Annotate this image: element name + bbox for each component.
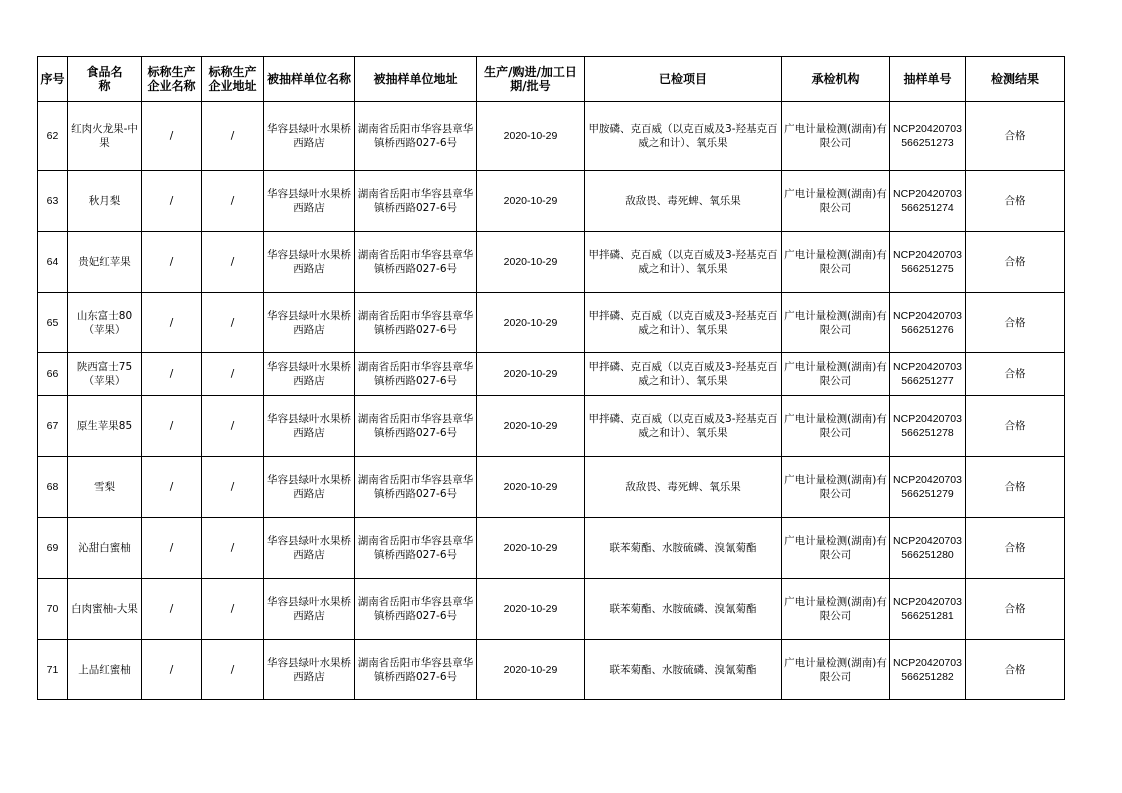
cell-maker-address: / xyxy=(202,353,264,396)
cell-tested-items: 甲拌磷、克百威（以克百威及3-羟基克百威之和计）、氧乐果 xyxy=(585,293,782,353)
cell-food-name: 陕西富士75（苹果） xyxy=(68,353,142,396)
table-row xyxy=(38,396,1065,457)
cell-maker-address: / xyxy=(202,102,264,171)
cell-testing-lab: 广电计量检测(湖南)有限公司 xyxy=(782,293,890,353)
cell-sample-number: NCP20420703566251278 xyxy=(890,396,966,457)
cell-tested-items: 敌敌畏、毒死蜱、氧乐果 xyxy=(585,171,782,232)
cell-maker-address: / xyxy=(202,579,264,640)
cell-food-name: 原生苹果85 xyxy=(68,396,142,457)
cell-date-batch: 2020-10-29 xyxy=(477,293,585,353)
cell-seq: 71 xyxy=(38,640,68,700)
cell-food-name: 上品红蜜柚 xyxy=(68,640,142,700)
cell-sample-number: NCP20420703566251275 xyxy=(890,232,966,293)
cell-sample-number: NCP20420703566251273 xyxy=(890,102,966,171)
cell-maker-name: / xyxy=(142,293,202,353)
cell-date-batch: 2020-10-29 xyxy=(477,396,585,457)
cell-testing-lab: 广电计量检测(湖南)有限公司 xyxy=(782,102,890,171)
cell-maker-address: / xyxy=(202,640,264,700)
cell-test-result: 合格 xyxy=(966,640,1065,700)
cell-testing-lab: 广电计量检测(湖南)有限公司 xyxy=(782,232,890,293)
cell-testing-lab: 广电计量检测(湖南)有限公司 xyxy=(782,457,890,518)
cell-sampled-unit-name: 华容县绿叶水果桥西路店 xyxy=(264,353,355,396)
cell-maker-name: / xyxy=(142,396,202,457)
cell-test-result: 合格 xyxy=(966,293,1065,353)
cell-maker-address: / xyxy=(202,293,264,353)
cell-sampled-unit-address: 湖南省岳阳市华容县章华镇桥西路027-6号 xyxy=(355,579,477,640)
cell-sampled-unit-name: 华容县绿叶水果桥西路店 xyxy=(264,293,355,353)
cell-date-batch: 2020-10-29 xyxy=(477,579,585,640)
table-row xyxy=(38,293,1065,353)
cell-testing-lab: 广电计量检测(湖南)有限公司 xyxy=(782,396,890,457)
cell-maker-name: / xyxy=(142,171,202,232)
cell-sampled-unit-address: 湖南省岳阳市华容县章华镇桥西路027-6号 xyxy=(355,353,477,396)
table-row xyxy=(38,518,1065,579)
cell-seq: 63 xyxy=(38,171,68,232)
cell-tested-items: 联苯菊酯、水胺硫磷、溴氰菊酯 xyxy=(585,640,782,700)
header-sampled-unit-address: 被抽样单位地址 xyxy=(355,57,477,102)
cell-date-batch: 2020-10-29 xyxy=(477,457,585,518)
cell-test-result: 合格 xyxy=(966,396,1065,457)
cell-date-batch: 2020-10-29 xyxy=(477,640,585,700)
table-row xyxy=(38,232,1065,293)
cell-maker-address: / xyxy=(202,518,264,579)
cell-date-batch: 2020-10-29 xyxy=(477,171,585,232)
header-maker-name: 标称生产企业名称 xyxy=(142,57,202,102)
header-food-name: 食品名称 xyxy=(68,57,142,102)
cell-food-name: 白肉蜜柚-大果 xyxy=(68,579,142,640)
cell-maker-name: / xyxy=(142,579,202,640)
cell-tested-items: 敌敌畏、毒死蜱、氧乐果 xyxy=(585,457,782,518)
cell-maker-address: / xyxy=(202,232,264,293)
cell-date-batch: 2020-10-29 xyxy=(477,102,585,171)
cell-seq: 69 xyxy=(38,518,68,579)
cell-food-name: 秋月梨 xyxy=(68,171,142,232)
cell-seq: 64 xyxy=(38,232,68,293)
header-seq: 序号 xyxy=(38,57,68,102)
cell-sampled-unit-address: 湖南省岳阳市华容县章华镇桥西路027-6号 xyxy=(355,102,477,171)
cell-tested-items: 甲拌磷、克百威（以克百威及3-羟基克百威之和计）、氧乐果 xyxy=(585,396,782,457)
header-sample-number: 抽样单号 xyxy=(890,57,966,102)
cell-sampled-unit-name: 华容县绿叶水果桥西路店 xyxy=(264,457,355,518)
cell-maker-name: / xyxy=(142,232,202,293)
cell-sampled-unit-address: 湖南省岳阳市华容县章华镇桥西路027-6号 xyxy=(355,171,477,232)
cell-food-name: 沁甜白蜜柚 xyxy=(68,518,142,579)
cell-sampled-unit-name: 华容县绿叶水果桥西路店 xyxy=(264,396,355,457)
header-date-batch: 生产/购进/加工日期/批号 xyxy=(477,57,585,102)
cell-sampled-unit-address: 湖南省岳阳市华容县章华镇桥西路027-6号 xyxy=(355,293,477,353)
cell-testing-lab: 广电计量检测(湖南)有限公司 xyxy=(782,579,890,640)
header-row xyxy=(38,57,1065,102)
inspection-results-table xyxy=(37,56,1065,700)
cell-sampled-unit-address: 湖南省岳阳市华容县章华镇桥西路027-6号 xyxy=(355,457,477,518)
cell-maker-name: / xyxy=(142,518,202,579)
cell-maker-name: / xyxy=(142,640,202,700)
cell-sampled-unit-name: 华容县绿叶水果桥西路店 xyxy=(264,640,355,700)
cell-testing-lab: 广电计量检测(湖南)有限公司 xyxy=(782,353,890,396)
header-tested-items: 已检项目 xyxy=(585,57,782,102)
cell-date-batch: 2020-10-29 xyxy=(477,353,585,396)
cell-date-batch: 2020-10-29 xyxy=(477,518,585,579)
cell-test-result: 合格 xyxy=(966,102,1065,171)
cell-sample-number: NCP20420703566251281 xyxy=(890,579,966,640)
cell-tested-items: 联苯菊酯、水胺硫磷、溴氰菊酯 xyxy=(585,579,782,640)
cell-seq: 65 xyxy=(38,293,68,353)
cell-test-result: 合格 xyxy=(966,353,1065,396)
cell-sampled-unit-address: 湖南省岳阳市华容县章华镇桥西路027-6号 xyxy=(355,640,477,700)
cell-sample-number: NCP20420703566251279 xyxy=(890,457,966,518)
cell-sample-number: NCP20420703566251280 xyxy=(890,518,966,579)
cell-sampled-unit-address: 湖南省岳阳市华容县章华镇桥西路027-6号 xyxy=(355,232,477,293)
cell-food-name: 雪梨 xyxy=(68,457,142,518)
cell-maker-name: / xyxy=(142,102,202,171)
cell-food-name: 贵妃红苹果 xyxy=(68,232,142,293)
header-test-result: 检测结果 xyxy=(966,57,1065,102)
cell-sampled-unit-name: 华容县绿叶水果桥西路店 xyxy=(264,171,355,232)
cell-sampled-unit-name: 华容县绿叶水果桥西路店 xyxy=(264,579,355,640)
cell-seq: 68 xyxy=(38,457,68,518)
cell-maker-name: / xyxy=(142,353,202,396)
cell-tested-items: 甲胺磷、克百威（以克百威及3-羟基克百威之和计）、氧乐果 xyxy=(585,102,782,171)
cell-sample-number: NCP20420703566251277 xyxy=(890,353,966,396)
cell-seq: 66 xyxy=(38,353,68,396)
header-sampled-unit-name: 被抽样单位名称 xyxy=(264,57,355,102)
table-row xyxy=(38,640,1065,700)
cell-seq: 62 xyxy=(38,102,68,171)
table-row xyxy=(38,102,1065,171)
cell-maker-address: / xyxy=(202,171,264,232)
cell-test-result: 合格 xyxy=(966,579,1065,640)
cell-test-result: 合格 xyxy=(966,457,1065,518)
cell-testing-lab: 广电计量检测(湖南)有限公司 xyxy=(782,518,890,579)
table-row xyxy=(38,171,1065,232)
cell-maker-address: / xyxy=(202,457,264,518)
cell-seq: 70 xyxy=(38,579,68,640)
cell-sample-number: NCP20420703566251276 xyxy=(890,293,966,353)
cell-tested-items: 甲拌磷、克百威（以克百威及3-羟基克百威之和计）、氧乐果 xyxy=(585,232,782,293)
table-row xyxy=(38,579,1065,640)
cell-test-result: 合格 xyxy=(966,518,1065,579)
cell-sampled-unit-address: 湖南省岳阳市华容县章华镇桥西路027-6号 xyxy=(355,518,477,579)
cell-food-name: 红肉火龙果-中果 xyxy=(68,102,142,171)
cell-test-result: 合格 xyxy=(966,232,1065,293)
cell-seq: 67 xyxy=(38,396,68,457)
cell-tested-items: 联苯菊酯、水胺硫磷、溴氰菊酯 xyxy=(585,518,782,579)
cell-tested-items: 甲拌磷、克百威（以克百威及3-羟基克百威之和计）、氧乐果 xyxy=(585,353,782,396)
cell-sampled-unit-name: 华容县绿叶水果桥西路店 xyxy=(264,102,355,171)
cell-test-result: 合格 xyxy=(966,171,1065,232)
cell-sample-number: NCP20420703566251274 xyxy=(890,171,966,232)
table-row xyxy=(38,353,1065,396)
header-testing-lab: 承检机构 xyxy=(782,57,890,102)
cell-maker-name: / xyxy=(142,457,202,518)
cell-maker-address: / xyxy=(202,396,264,457)
cell-date-batch: 2020-10-29 xyxy=(477,232,585,293)
cell-food-name: 山东富士80（苹果） xyxy=(68,293,142,353)
cell-sampled-unit-address: 湖南省岳阳市华容县章华镇桥西路027-6号 xyxy=(355,396,477,457)
table-row xyxy=(38,457,1065,518)
cell-sampled-unit-name: 华容县绿叶水果桥西路店 xyxy=(264,232,355,293)
cell-testing-lab: 广电计量检测(湖南)有限公司 xyxy=(782,640,890,700)
cell-testing-lab: 广电计量检测(湖南)有限公司 xyxy=(782,171,890,232)
cell-sampled-unit-name: 华容县绿叶水果桥西路店 xyxy=(264,518,355,579)
header-maker-address: 标称生产企业地址 xyxy=(202,57,264,102)
cell-sample-number: NCP20420703566251282 xyxy=(890,640,966,700)
